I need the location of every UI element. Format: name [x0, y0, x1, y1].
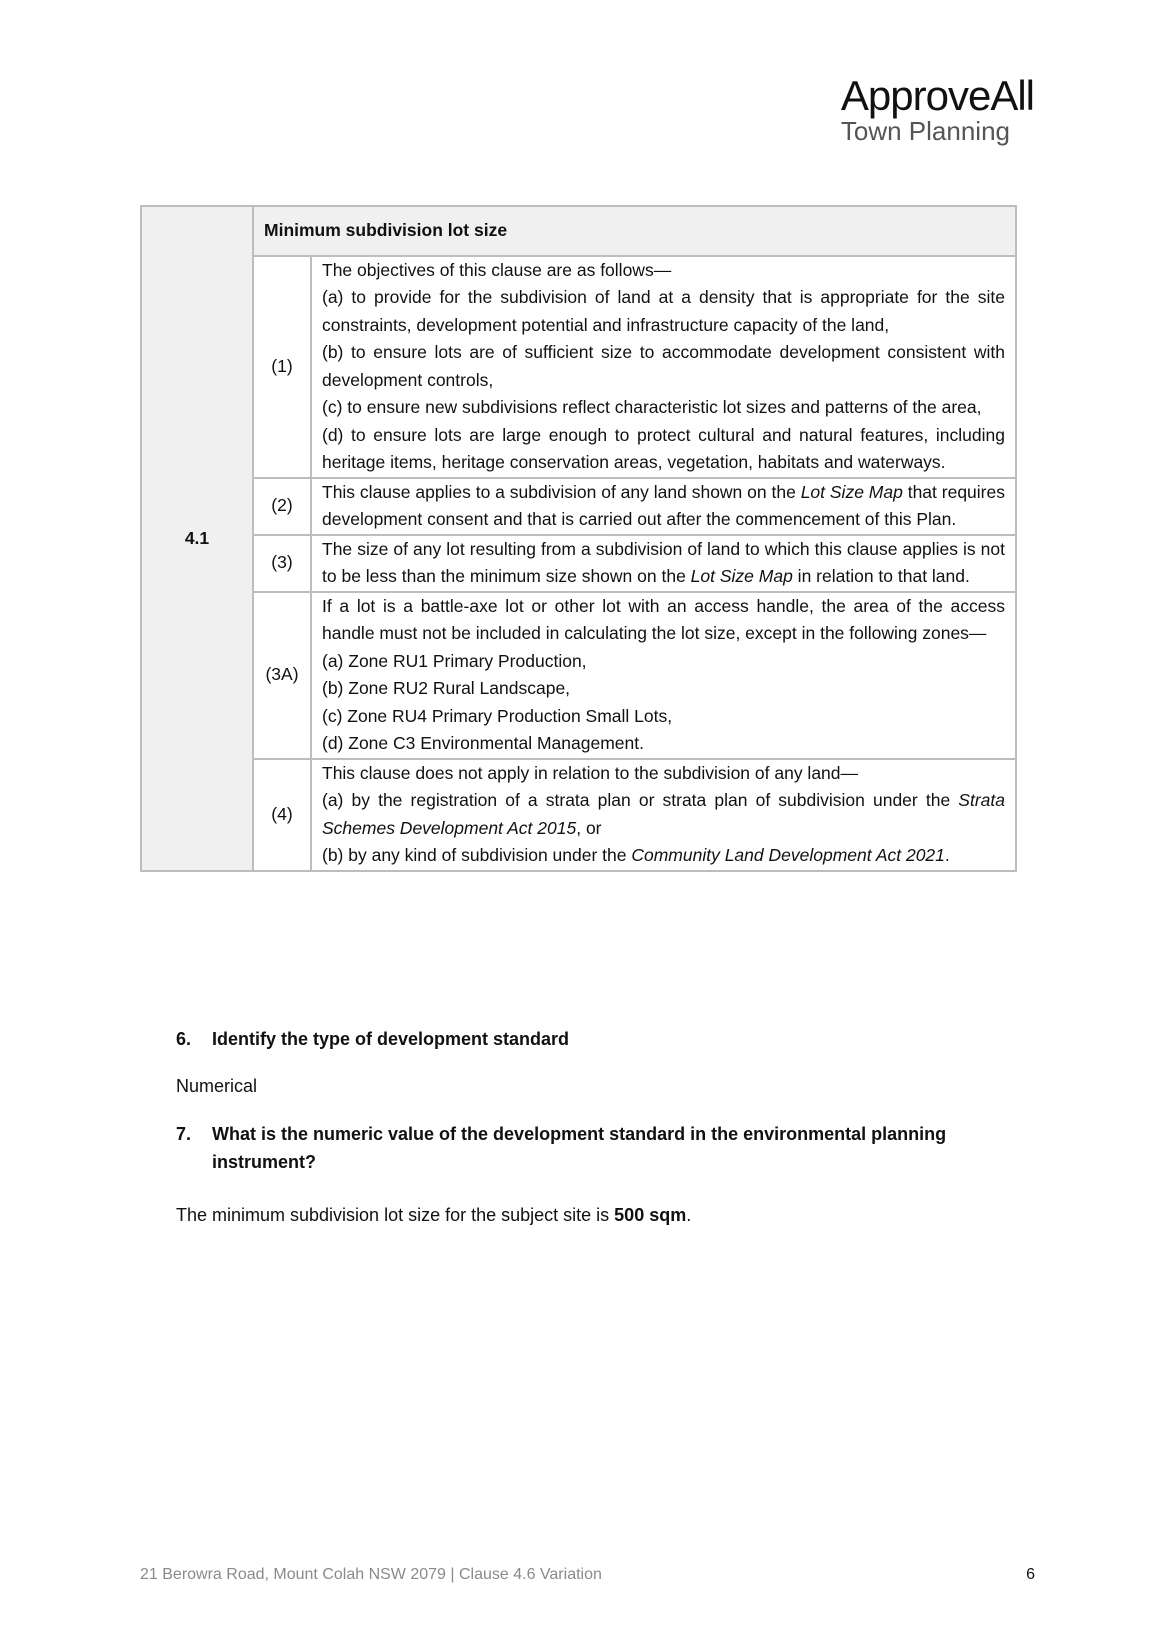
subclause-line: (b) to ensure lots are of sufficient size to accommodate development consistent with development controls,	[322, 342, 1005, 390]
answer-7: The minimum subdivision lot size for the subject site is 500 sqm.	[176, 1205, 692, 1225]
subclause-row	[141, 535, 1016, 592]
subclause-number: (1)	[253, 256, 311, 478]
subclause-line: (c) to ensure new subdivisions reflect characteristic lot sizes and patterns of the area,	[322, 397, 982, 417]
subclause-text: This clause applies to a subdivision of any land shown on the Lot Size Map that requires development consent and that is carried out after the commencement of this Plan.	[311, 478, 1016, 535]
subclause-text	[311, 759, 1016, 871]
subclause-line: This clause does not apply in relation to the subdivision of any land—	[322, 762, 859, 783]
subclause-number: (4)	[253, 759, 311, 871]
logo-main-text: ApproveAll	[840, 72, 1034, 119]
subclause-row	[141, 759, 1016, 871]
subclause-line: The objectives of this clause are as follows—	[322, 259, 672, 280]
act-title: Strata Schemes Development Act 2015	[322, 790, 1005, 838]
clause-table	[140, 205, 1017, 872]
subclause-row	[141, 592, 1016, 759]
subclause-line: (a) by the registration of a strata plan or strata plan of subdivision under the Strata Schemes Development Act 2015, or	[322, 790, 1005, 838]
question-text: Identify the type of development standard	[212, 1029, 570, 1049]
answer-6: Numerical	[176, 1076, 258, 1096]
lot-size-value: 500 sqm	[614, 1205, 687, 1225]
clause-heading: Minimum subdivision lot size	[253, 206, 1016, 256]
subclause-text	[311, 256, 1016, 478]
subclause-number: (3)	[253, 535, 311, 592]
company-logo	[841, 74, 1034, 144]
question-6	[176, 1026, 1002, 1054]
subclause-line: If a lot is a battle-axe lot or other lot with an access handle, the area of the access handle must not be included in calculating the lot size, except in the following zones—	[322, 595, 1005, 643]
question-7	[176, 1121, 1002, 1176]
question-number: 6.	[176, 1029, 192, 1049]
subclause-text	[311, 592, 1016, 759]
subclause-line: (d) Zone C3 Environmental Management.	[322, 733, 644, 753]
subclause-line: (a) Zone RU1 Primary Production,	[322, 650, 587, 671]
page-number: 6	[1026, 1566, 1035, 1583]
lot-size-map-ref: Lot Size Map	[690, 566, 793, 586]
question-text: What is the numeric value of the development standard in the environmental planning instrument?	[212, 1124, 947, 1172]
lot-size-map-ref: Lot Size Map	[800, 481, 903, 502]
subclause-row	[141, 478, 1016, 535]
logo-sub-text: Town Planning	[840, 116, 1011, 146]
subclause-number: (3A)	[253, 592, 311, 759]
question-number: 7.	[176, 1124, 192, 1144]
subclause-number: (2)	[253, 478, 311, 535]
clause-heading-row	[141, 206, 1016, 256]
footer-address: 21 Berowra Road, Mount Colah NSW 2079 | Clause 4.6 Variation	[140, 1566, 602, 1583]
subclause-row	[141, 256, 1016, 478]
clause-number: 4.1	[141, 206, 253, 871]
act-title: Community Land Development Act 2021	[631, 845, 945, 865]
subclause-line: (d) to ensure lots are large enough to protect cultural and natural features, including heritage items, heritage conservation areas, vegetation, habitats and waterways.	[322, 424, 1005, 472]
subclause-line: (b) by any kind of subdivision under the Community Land Development Act 2021.	[322, 845, 950, 865]
subclause-line: (a) to provide for the subdivision of land at a density that is appropriate for the site constraints, development potential and infrastructure capacity of the land,	[322, 287, 1005, 335]
subclause-line: (c) Zone RU4 Primary Production Small Lots,	[322, 705, 673, 726]
subclause-line: (b) Zone RU2 Rural Landscape,	[322, 678, 571, 698]
subclause-text: The size of any lot resulting from a subdivision of land to which this clause applies is not to be less than the minimum size shown on the Lot Size Map in relation to that land.	[311, 535, 1016, 592]
